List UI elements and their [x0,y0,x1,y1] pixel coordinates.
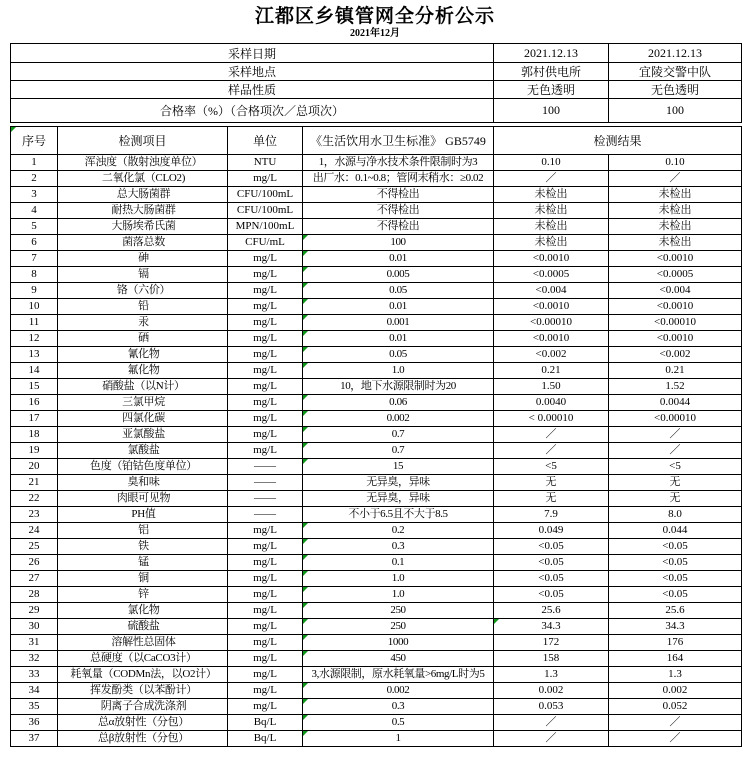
item-name: 肉眼可见物 [58,491,228,507]
item-name: 铝 [58,523,228,539]
table-row [11,715,742,731]
item-name: 砷 [58,251,228,267]
standard-limit: 0.002 [303,683,494,699]
item-name: 氰化物 [58,347,228,363]
unit: CFU/100mL [228,187,303,203]
result-col1: 172 [494,635,609,651]
item-name: 臭和味 [58,475,228,491]
unit: mg/L [228,427,303,443]
unit: mg/L [228,539,303,555]
item-name: 汞 [58,315,228,331]
result-col2: <0.05 [609,587,742,603]
table-row [11,587,742,603]
table-row [11,379,742,395]
result-col2: 0.21 [609,363,742,379]
info-label: 合格率（%）（合格项次／总项次） [11,99,494,123]
result-col2: 1.52 [609,379,742,395]
row-number: 22 [11,491,58,507]
standard-limit: 1000 [303,635,494,651]
table-row [11,331,742,347]
page [0,6,750,747]
result-col1: ／ [494,427,609,443]
result-col2: 8.0 [609,507,742,523]
result-col2: 未检出 [609,219,742,235]
unit: mg/L [228,251,303,267]
info-value-col2: 宜陵交警中队 [609,63,742,81]
table-row [11,523,742,539]
row-number: 1 [11,155,58,171]
item-name: 铁 [58,539,228,555]
result-col1: 未检出 [494,187,609,203]
row-number: 28 [11,587,58,603]
item-name: 锌 [58,587,228,603]
result-col1: ／ [494,731,609,747]
info-value-col2: 2021.12.13 [609,44,742,63]
result-col1: 25.6 [494,603,609,619]
standard-limit: 0.002 [303,411,494,427]
result-col1: 1.50 [494,379,609,395]
result-col2: <0.05 [609,555,742,571]
standard-limit: 1.0 [303,363,494,379]
standard-limit: 不小于6.5且不大于8.5 [303,507,494,523]
result-col1: 1.3 [494,667,609,683]
header-row [11,127,742,155]
result-col2: ／ [609,731,742,747]
result-col1: 无 [494,475,609,491]
result-col1: 34.3 [494,619,609,635]
unit: mg/L [228,555,303,571]
row-number: 37 [11,731,58,747]
result-col1: ／ [494,171,609,187]
header-no: 序号 [11,127,58,155]
unit: —— [228,507,303,523]
unit: mg/L [228,587,303,603]
row-number: 20 [11,459,58,475]
result-col1: <0.002 [494,347,609,363]
result-col2: ／ [609,171,742,187]
result-col1: ／ [494,443,609,459]
standard-limit: 0.01 [303,251,494,267]
unit: —— [228,475,303,491]
table-row [11,443,742,459]
result-col1: 0.049 [494,523,609,539]
table-row [11,731,742,747]
info-row [11,63,742,81]
row-number: 4 [11,203,58,219]
table-row [11,491,742,507]
standard-limit: 0.1 [303,555,494,571]
result-col1: 未检出 [494,219,609,235]
result-col1: <5 [494,459,609,475]
standard-limit: 0.005 [303,267,494,283]
info-value-col1: 100 [494,99,609,123]
row-number: 26 [11,555,58,571]
result-col1: <0.05 [494,587,609,603]
info-value-col1: 2021.12.13 [494,44,609,63]
row-number: 27 [11,571,58,587]
item-name: 二氧化氯（CLO2) [58,171,228,187]
standard-limit: 出厂水：0.1~0.8；管网末稍水：≥0.02 [303,171,494,187]
unit: CFU/100mL [228,203,303,219]
row-number: 3 [11,187,58,203]
row-number: 24 [11,523,58,539]
result-col1: <0.0005 [494,267,609,283]
result-col1: <0.05 [494,571,609,587]
unit: —— [228,459,303,475]
standard-limit: 不得检出 [303,219,494,235]
item-name: 铜 [58,571,228,587]
result-col1: ／ [494,715,609,731]
table-row [11,699,742,715]
result-col1: 0.10 [494,155,609,171]
table-row [11,203,742,219]
unit: NTU [228,155,303,171]
standard-limit: 1，水源与净水技术条件限制时为3 [303,155,494,171]
table-row [11,363,742,379]
unit: mg/L [228,651,303,667]
unit: mg/L [228,443,303,459]
row-number: 30 [11,619,58,635]
item-name: 总大肠菌群 [58,187,228,203]
row-number: 23 [11,507,58,523]
unit: mg/L [228,299,303,315]
row-number: 35 [11,699,58,715]
unit: mg/L [228,363,303,379]
standard-limit: 3,水源限制，原水耗氧量>6mg/L时为5 [303,667,494,683]
table-row [11,187,742,203]
table-row [11,475,742,491]
table-row [11,347,742,363]
item-name: 铅 [58,299,228,315]
standard-limit: 无异臭，异味 [303,475,494,491]
table-row [11,155,742,171]
result-col2: 0.052 [609,699,742,715]
info-label: 采样日期 [11,44,494,63]
standard-limit: 0.05 [303,283,494,299]
standard-limit: 0.3 [303,539,494,555]
standard-limit: 1.0 [303,587,494,603]
row-number: 13 [11,347,58,363]
result-col2: <0.05 [609,539,742,555]
result-col1: 0.053 [494,699,609,715]
result-col1: 未检出 [494,235,609,251]
item-name: 铬（六价） [58,283,228,299]
standard-limit: 0.05 [303,347,494,363]
result-col1: < 0.00010 [494,411,609,427]
standard-limit: 250 [303,619,494,635]
standard-limit: 250 [303,603,494,619]
item-name: 耗氧量（CODMn法，以O2计） [58,667,228,683]
result-col2: 1.3 [609,667,742,683]
unit: mg/L [228,283,303,299]
info-value-col1: 郭村供电所 [494,63,609,81]
item-name: 总α放射性（分包） [58,715,228,731]
item-name: 耐热大肠菌群 [58,203,228,219]
item-name: 硒 [58,331,228,347]
table-row [11,571,742,587]
result-col2: 0.002 [609,683,742,699]
item-name: 大肠埃希氏菌 [58,219,228,235]
standard-limit: 无异臭，异味 [303,491,494,507]
table-row [11,219,742,235]
row-number: 14 [11,363,58,379]
result-col2: 164 [609,651,742,667]
result-col1: <0.0010 [494,299,609,315]
result-col1: <0.05 [494,539,609,555]
row-number: 29 [11,603,58,619]
item-name: 挥发酚类（以苯酚计） [58,683,228,699]
standard-limit: 15 [303,459,494,475]
result-col1: <0.004 [494,283,609,299]
standard-limit: 0.7 [303,443,494,459]
result-col2: 未检出 [609,187,742,203]
result-col2: <0.0010 [609,331,742,347]
standard-limit: 0.01 [303,331,494,347]
page-title: 江都区乡镇管网全分析公示 [254,6,495,27]
table-row [11,171,742,187]
table-row [11,651,742,667]
table-row [11,507,742,523]
result-col2: <0.004 [609,283,742,299]
item-name: PH值 [58,507,228,523]
unit: mg/L [228,571,303,587]
table-row [11,395,742,411]
row-number: 15 [11,379,58,395]
unit: mg/L [228,683,303,699]
row-number: 18 [11,427,58,443]
unit: CFU/mL [228,235,303,251]
table-row [11,555,742,571]
result-col2: <0.0010 [609,251,742,267]
item-name: 总硬度（以CaCO3计） [58,651,228,667]
item-name: 浑浊度（散射浊度单位） [58,155,228,171]
table-row [11,603,742,619]
table-row [11,267,742,283]
result-col2: 未检出 [609,203,742,219]
row-number: 33 [11,667,58,683]
unit: mg/L [228,267,303,283]
row-number: 25 [11,539,58,555]
standard-limit: 100 [303,235,494,251]
item-name: 硫酸盐 [58,619,228,635]
page-subtitle: 2021年12月 [350,28,400,39]
table-row [11,635,742,651]
standard-limit: 1 [303,731,494,747]
standard-limit: 0.06 [303,395,494,411]
row-number: 16 [11,395,58,411]
item-name: 菌落总数 [58,235,228,251]
result-col2: 0.044 [609,523,742,539]
result-col2: <5 [609,459,742,475]
result-col2: 25.6 [609,603,742,619]
standard-limit: 0.001 [303,315,494,331]
unit: mg/L [228,699,303,715]
table-row [11,283,742,299]
standard-limit: 0.01 [303,299,494,315]
result-col1: <0.0010 [494,251,609,267]
row-number: 31 [11,635,58,651]
unit: mg/L [228,331,303,347]
item-name: 阴离子合成洗涤剂 [58,699,228,715]
result-col2: <0.002 [609,347,742,363]
result-col1: 7.9 [494,507,609,523]
item-name: 色度（铂钴色度单位） [58,459,228,475]
item-name: 硝酸盐（以N计） [58,379,228,395]
header-standard: 《生活饮用水卫生标准》 GB5749 [303,127,494,155]
result-col1: <0.0010 [494,331,609,347]
row-number: 17 [11,411,58,427]
result-col2: 无 [609,491,742,507]
result-col2: <0.00010 [609,411,742,427]
standard-limit: 450 [303,651,494,667]
unit: mg/L [228,171,303,187]
info-row [11,44,742,63]
result-col1: 158 [494,651,609,667]
result-col1: 无 [494,491,609,507]
unit: mg/L [228,619,303,635]
table-row [11,459,742,475]
row-number: 36 [11,715,58,731]
unit: mg/L [228,411,303,427]
unit: mg/L [228,523,303,539]
result-col1: 未检出 [494,203,609,219]
standard-limit: 不得检出 [303,187,494,203]
unit: mg/L [228,347,303,363]
info-value-col2: 100 [609,99,742,123]
table-row [11,539,742,555]
standard-limit: 1.0 [303,571,494,587]
result-col2: <0.00010 [609,315,742,331]
row-number: 2 [11,171,58,187]
row-number: 6 [11,235,58,251]
table-row [11,411,742,427]
item-name: 锰 [58,555,228,571]
item-name: 四氯化碳 [58,411,228,427]
row-number: 5 [11,219,58,235]
table-row [11,299,742,315]
result-col2: <0.0010 [609,299,742,315]
standard-limit: 0.5 [303,715,494,731]
standard-limit: 0.2 [303,523,494,539]
sample-info-table [10,43,742,123]
standard-limit: 0.7 [303,427,494,443]
standard-limit: 10，地下水源限制时为20 [303,379,494,395]
info-row [11,81,742,99]
result-col2: 34.3 [609,619,742,635]
unit: mg/L [228,667,303,683]
item-name: 氯酸盐 [58,443,228,459]
table-row [11,235,742,251]
analysis-table [10,126,742,747]
row-number: 34 [11,683,58,699]
unit: mg/L [228,379,303,395]
result-col1: <0.05 [494,555,609,571]
result-col2: 176 [609,635,742,651]
result-col2: 0.10 [609,155,742,171]
standard-limit: 不得检出 [303,203,494,219]
result-col2: ／ [609,715,742,731]
unit: MPN/100mL [228,219,303,235]
table-row [11,667,742,683]
item-name: 镉 [58,267,228,283]
item-name: 氟化物 [58,363,228,379]
row-number: 8 [11,267,58,283]
table-row [11,619,742,635]
item-name: 亚氯酸盐 [58,427,228,443]
table-row [11,315,742,331]
table-row [11,251,742,267]
result-col2: 无 [609,475,742,491]
item-name: 溶解性总固体 [58,635,228,651]
info-value-col2: 无色透明 [609,81,742,99]
row-number: 32 [11,651,58,667]
info-label: 采样地点 [11,63,494,81]
info-row [11,99,742,123]
result-col2: <0.0005 [609,267,742,283]
result-col2: 0.0044 [609,395,742,411]
unit: mg/L [228,603,303,619]
row-number: 12 [11,331,58,347]
row-number: 11 [11,315,58,331]
row-number: 9 [11,283,58,299]
unit: Bq/L [228,715,303,731]
result-col1: <0.00010 [494,315,609,331]
result-col1: 0.0040 [494,395,609,411]
item-name: 氯化物 [58,603,228,619]
result-col2: <0.05 [609,571,742,587]
item-name: 三氯甲烷 [58,395,228,411]
table-row [11,683,742,699]
result-col2: 未检出 [609,235,742,251]
result-col1: 0.21 [494,363,609,379]
row-number: 19 [11,443,58,459]
unit: mg/L [228,315,303,331]
info-label: 样品性质 [11,81,494,99]
header-result: 检测结果 [494,127,742,155]
info-value-col1: 无色透明 [494,81,609,99]
unit: mg/L [228,635,303,651]
header-item: 检测项目 [58,127,228,155]
header-unit: 单位 [228,127,303,155]
row-number: 21 [11,475,58,491]
standard-limit: 0.3 [303,699,494,715]
table-row [11,427,742,443]
unit: mg/L [228,395,303,411]
unit: —— [228,491,303,507]
result-col1: 0.002 [494,683,609,699]
result-col2: ／ [609,427,742,443]
item-name: 总β放射性（分包） [58,731,228,747]
row-number: 7 [11,251,58,267]
unit: Bq/L [228,731,303,747]
result-col2: ／ [609,443,742,459]
row-number: 10 [11,299,58,315]
